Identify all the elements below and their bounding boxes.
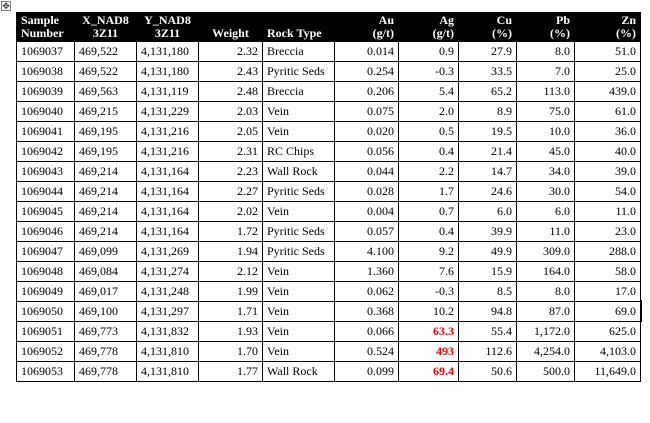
cell-weight: 1.77 [199,362,263,382]
cell-zn: 17.0 [575,282,641,302]
cell-ag: 0.7 [399,202,459,222]
cell-x-nad83: 469,195 [75,122,137,142]
header-au: Au (g/t) [335,13,399,42]
header-pb: Pb (%) [517,13,575,42]
cell-cu: 49.9 [459,242,517,262]
cell-pb: 4,254.0 [517,342,575,362]
cell-zn: 58.0 [575,262,641,282]
cell-ag: 5.4 [399,82,459,102]
cell-sample-number: 1069042 [17,142,75,162]
cell-sample-number: 1069040 [17,102,75,122]
cell-cu: 8.9 [459,102,517,122]
cell-sample-number: 1069044 [17,182,75,202]
cell-zn: 54.0 [575,182,641,202]
table-row [17,242,641,262]
cell-x-nad83: 469,195 [75,142,137,162]
cell-ag: 2.2 [399,162,459,182]
table-row [17,342,641,362]
cell-x-nad83: 469,214 [75,182,137,202]
table-row [17,42,641,62]
cell-pb: 7.0 [517,62,575,82]
cell-weight: 1.70 [199,342,263,362]
cell-au: 0.062 [335,282,399,302]
cell-weight: 2.43 [199,62,263,82]
cell-y-nad83: 4,131,164 [137,162,199,182]
cell-x-nad83: 469,773 [75,322,137,342]
cell-au: 0.004 [335,202,399,222]
cell-sample-number: 1069051 [17,322,75,342]
cell-au: 0.057 [335,222,399,242]
cell-y-nad83: 4,131,180 [137,42,199,62]
cell-y-nad83: 4,131,269 [137,242,199,262]
cell-rock-type: Pyritic Seds [263,62,335,82]
table-row [17,102,641,122]
cell-zn: 40.0 [575,142,641,162]
cell-zn: 11,649.0 [575,362,641,382]
cell-y-nad83: 4,131,810 [137,342,199,362]
cell-rock-type: Vein [263,282,335,302]
cell-weight: 1.94 [199,242,263,262]
cell-sample-number: 1069039 [17,82,75,102]
cell-zn: 288.0 [575,242,641,262]
cell-au: 0.020 [335,122,399,142]
cell-x-nad83: 469,778 [75,362,137,382]
cell-zn: 51.0 [575,42,641,62]
cell-weight: 1.72 [199,222,263,242]
cell-x-nad83: 469,522 [75,42,137,62]
table-row [17,362,641,382]
table-header-row [17,13,641,42]
cell-zn: 36.0 [575,122,641,142]
cell-ag: 0.4 [399,222,459,242]
cell-x-nad83: 469,099 [75,242,137,262]
cell-y-nad83: 4,131,832 [137,322,199,342]
cell-cu: 94.8 [459,302,517,322]
cell-zn: 39.0 [575,162,641,182]
cell-weight: 2.48 [199,82,263,102]
cell-au: 0.066 [335,322,399,342]
cell-x-nad83: 469,215 [75,102,137,122]
table-row [17,122,641,142]
cell-ag: 0.9 [399,42,459,62]
table-row [17,302,641,322]
cell-zn: 11.0 [575,202,641,222]
table-body [17,42,641,382]
cell-rock-type: Vein [263,342,335,362]
cell-ag: 7.6 [399,262,459,282]
cell-ag: 0.5 [399,122,459,142]
table-row [17,162,641,182]
cell-pb: 87.0 [517,302,575,322]
cell-weight: 2.02 [199,202,263,222]
cell-ag: 9.2 [399,242,459,262]
cell-rock-type: Pyritic Seds [263,222,335,242]
header-cu: Cu (%) [459,13,517,42]
cell-rock-type: Pyritic Seds [263,242,335,262]
cell-sample-number: 1069038 [17,62,75,82]
cell-pb: 10.0 [517,122,575,142]
table-row [17,222,641,242]
cell-ag: 493 [399,342,459,362]
cell-rock-type: Vein [263,102,335,122]
cell-au: 0.254 [335,62,399,82]
cell-rock-type: Breccia [263,42,335,62]
cell-rock-type: Wall Rock [263,162,335,182]
table-row [17,202,641,222]
cell-pb: 6.0 [517,202,575,222]
header-rock-type: Rock Type [263,13,335,42]
cell-au: 0.075 [335,102,399,122]
cell-x-nad83: 469,017 [75,282,137,302]
cell-y-nad83: 4,131,274 [137,262,199,282]
cell-pb: 8.0 [517,282,575,302]
cell-ag: -0.3 [399,62,459,82]
cell-cu: 24.6 [459,182,517,202]
cell-x-nad83: 469,084 [75,262,137,282]
cell-pb: 34.0 [517,162,575,182]
cell-x-nad83: 469,214 [75,222,137,242]
cell-ag: 2.0 [399,102,459,122]
cell-zn: 69.0 [575,302,641,322]
table-row [17,142,641,162]
cell-cu: 15.9 [459,262,517,282]
move-arrows-icon[interactable]: ✥ [2,2,10,12]
cell-cu: 19.5 [459,122,517,142]
cell-pb: 500.0 [517,362,575,382]
cell-cu: 50.6 [459,362,517,382]
table-row [17,282,641,302]
cell-cu: 27.9 [459,42,517,62]
cell-weight: 1.99 [199,282,263,302]
cell-sample-number: 1069037 [17,42,75,62]
table-row [17,62,641,82]
cell-weight: 1.93 [199,322,263,342]
table-edge-divider [641,300,642,322]
cell-cu: 21.4 [459,142,517,162]
cell-cu: 6.0 [459,202,517,222]
cell-weight: 1.71 [199,302,263,322]
cell-pb: 75.0 [517,102,575,122]
cell-zn: 23.0 [575,222,641,242]
table-row [17,262,641,282]
cell-au: 4.100 [335,242,399,262]
cell-au: 0.056 [335,142,399,162]
cell-au: 0.099 [335,362,399,382]
header-ag: Ag (g/t) [399,13,459,42]
cell-cu: 112.6 [459,342,517,362]
cell-sample-number: 1069050 [17,302,75,322]
cell-y-nad83: 4,131,216 [137,142,199,162]
cell-sample-number: 1069052 [17,342,75,362]
cell-zn: 4,103.0 [575,342,641,362]
cell-y-nad83: 4,131,229 [137,102,199,122]
cell-cu: 39.9 [459,222,517,242]
cell-rock-type: Vein [263,262,335,282]
header-weight: Weight [199,13,263,42]
cell-rock-type: Wall Rock [263,362,335,382]
cell-sample-number: 1069043 [17,162,75,182]
cell-zn: 625.0 [575,322,641,342]
cell-ag: 0.4 [399,142,459,162]
cell-ag: 10.2 [399,302,459,322]
header-x-nad83: X_NAD8 3Z11 [75,13,137,42]
cell-sample-number: 1069053 [17,362,75,382]
cell-pb: 45.0 [517,142,575,162]
cell-y-nad83: 4,131,119 [137,82,199,102]
cell-x-nad83: 469,214 [75,202,137,222]
cell-pb: 30.0 [517,182,575,202]
cell-cu: 55.4 [459,322,517,342]
cell-zn: 439.0 [575,82,641,102]
cell-pb: 11.0 [517,222,575,242]
cell-cu: 14.7 [459,162,517,182]
table-row [17,182,641,202]
cell-cu: 8.5 [459,282,517,302]
cell-x-nad83: 469,214 [75,162,137,182]
cell-cu: 33.5 [459,62,517,82]
cell-au: 0.014 [335,42,399,62]
cell-au: 1.360 [335,262,399,282]
cell-au: 0.028 [335,182,399,202]
cell-x-nad83: 469,522 [75,62,137,82]
cell-y-nad83: 4,131,164 [137,182,199,202]
cell-x-nad83: 469,100 [75,302,137,322]
cell-weight: 2.23 [199,162,263,182]
cell-pb: 113.0 [517,82,575,102]
cell-sample-number: 1069047 [17,242,75,262]
cell-y-nad83: 4,131,164 [137,202,199,222]
cell-rock-type: Vein [263,202,335,222]
cell-au: 0.368 [335,302,399,322]
cell-sample-number: 1069049 [17,282,75,302]
cell-weight: 2.32 [199,42,263,62]
cell-rock-type: Breccia [263,82,335,102]
header-sample-number: Sample Number [17,13,75,42]
cell-weight: 2.05 [199,122,263,142]
cell-y-nad83: 4,131,248 [137,282,199,302]
cell-au: 0.044 [335,162,399,182]
header-y-nad83: Y_NAD8 3Z11 [137,13,199,42]
cell-ag: 69.4 [399,362,459,382]
assay-results-table [16,12,641,382]
cell-au: 0.524 [335,342,399,362]
cell-sample-number: 1069048 [17,262,75,282]
cell-cu: 65.2 [459,82,517,102]
cell-zn: 25.0 [575,62,641,82]
cell-y-nad83: 4,131,810 [137,362,199,382]
cell-y-nad83: 4,131,216 [137,122,199,142]
cell-rock-type: Pyritic Seds [263,182,335,202]
cell-weight: 2.12 [199,262,263,282]
cell-rock-type: Vein [263,302,335,322]
cell-weight: 2.31 [199,142,263,162]
cell-pb: 309.0 [517,242,575,262]
cell-ag: 1.7 [399,182,459,202]
cell-sample-number: 1069045 [17,202,75,222]
cell-ag: -0.3 [399,282,459,302]
cell-weight: 2.27 [199,182,263,202]
cell-rock-type: RC Chips [263,142,335,162]
cell-pb: 8.0 [517,42,575,62]
cell-y-nad83: 4,131,180 [137,62,199,82]
table-row [17,322,641,342]
cell-sample-number: 1069041 [17,122,75,142]
cell-ag: 63.3 [399,322,459,342]
cell-rock-type: Vein [263,322,335,342]
cell-sample-number: 1069046 [17,222,75,242]
cell-au: 0.206 [335,82,399,102]
cell-x-nad83: 469,563 [75,82,137,102]
cell-pb: 164.0 [517,262,575,282]
header-zn: Zn (%) [575,13,641,42]
table-row [17,82,641,102]
cell-zn: 61.0 [575,102,641,122]
cell-weight: 2.03 [199,102,263,122]
cell-pb: 1,172.0 [517,322,575,342]
cell-rock-type: Vein [263,122,335,142]
cell-y-nad83: 4,131,297 [137,302,199,322]
cell-x-nad83: 469,778 [75,342,137,362]
cell-y-nad83: 4,131,164 [137,222,199,242]
